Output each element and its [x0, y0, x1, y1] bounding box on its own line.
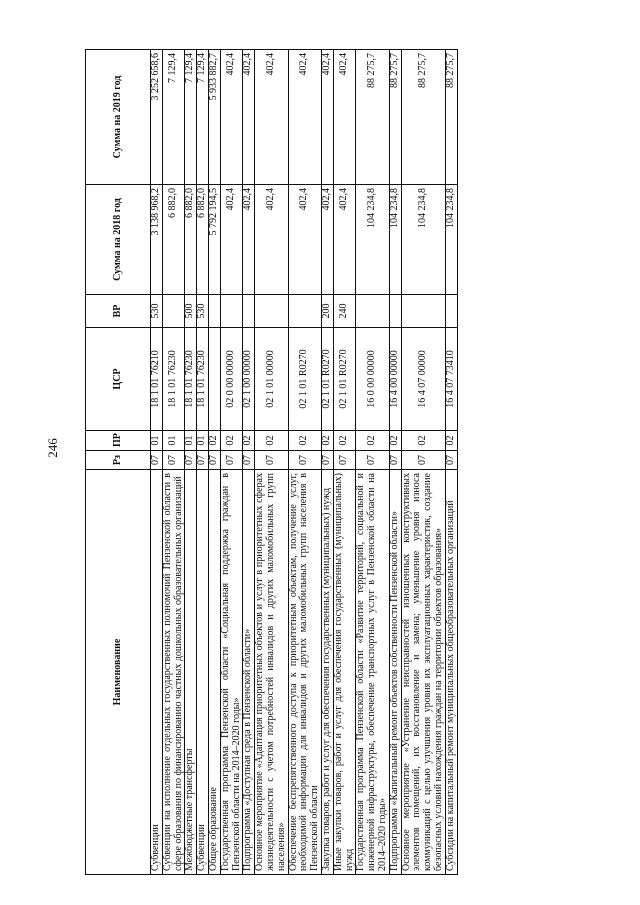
cell-rz: 07 — [151, 451, 163, 470]
cell-sum-2019: 5 933 882,7 — [208, 50, 220, 185]
cell-rz: 07 — [321, 451, 333, 470]
cell-sum-2019: 402,4 — [220, 50, 243, 185]
cell-rz: 07 — [243, 451, 255, 470]
cell-sum-2019: 402,4 — [288, 50, 321, 185]
cell-sum-2019: 402,4 — [243, 50, 255, 185]
cell-name: Обеспечение беспрепятственного доступа к приоритетным объектам, получение услуг, необходимой информации для инвалидов и других маломобильных групп населения в Пензенской области — [288, 470, 321, 875]
cell-pr: 02 — [243, 431, 255, 451]
cell-pr: 01 — [185, 431, 197, 451]
cell-csr: 02 1 01 R0270 — [288, 328, 321, 431]
cell-vr — [162, 295, 185, 328]
cell-rz: 07 — [255, 451, 288, 470]
rotated-page-content — [85, 50, 585, 875]
cell-sum-2019: 402,4 — [255, 50, 288, 185]
cell-name: Субсидии на капитальный ремонт муниципальных общеобразовательных организаций — [445, 470, 457, 875]
cell-csr — [208, 328, 220, 431]
table-row — [185, 50, 197, 875]
cell-vr — [208, 295, 220, 328]
table-row — [445, 50, 457, 875]
cell-sum-2018: 6 882,0 — [162, 185, 185, 295]
cell-csr: 16 4 07 73410 — [445, 328, 457, 431]
header-pr: ПР — [86, 431, 151, 451]
cell-pr: 02 — [321, 431, 333, 451]
table-row — [321, 50, 333, 875]
cell-rz: 07 — [389, 451, 401, 470]
cell-sum-2018: 402,4 — [220, 185, 243, 295]
table-row — [333, 50, 356, 875]
header-sum-2018: Сумма на 2018 год — [86, 185, 151, 295]
table-row — [208, 50, 220, 875]
cell-vr — [445, 295, 457, 328]
cell-rz: 07 — [445, 451, 457, 470]
table-row — [220, 50, 243, 875]
cell-vr: 530 — [151, 295, 163, 328]
table-row — [197, 50, 209, 875]
cell-sum-2018: 104 234,8 — [445, 185, 457, 295]
cell-vr — [389, 295, 401, 328]
cell-sum-2019: 402,4 — [333, 50, 356, 185]
cell-sum-2018: 6 882,0 — [197, 185, 209, 295]
header-csr: ЦСР — [86, 328, 151, 431]
cell-rz: 07 — [162, 451, 185, 470]
cell-vr — [243, 295, 255, 328]
cell-name: Основное мероприятие «Устранение неисправностей изношенных конструктивных элементов помещений, их восстановление и замена; уменьшение уровня износа коммуникаций с целью улучшения уровня их эксплуатационных характеристик, создание безопасных условий нахождения граждан на территории объектов образования» — [401, 470, 445, 875]
cell-csr: 02 1 01 00000 — [255, 328, 288, 431]
cell-rz: 07 — [185, 451, 197, 470]
cell-pr: 02 — [333, 431, 356, 451]
cell-csr: 18 1 01 76230 — [162, 328, 185, 431]
cell-name: Иные закупки товаров, работ и услуг для обеспечения государственных (муниципальных) нужд — [333, 470, 356, 875]
cell-pr: 01 — [197, 431, 209, 451]
cell-vr — [356, 295, 389, 328]
cell-sum-2018: 402,4 — [333, 185, 356, 295]
cell-name: Подпрограмма «Капитальный ремонт объектов собственности Пензенской области» — [389, 470, 401, 875]
cell-sum-2019: 7 129,4 — [162, 50, 185, 185]
cell-csr: 02 0 00 00000 — [220, 328, 243, 431]
cell-sum-2019: 88 275,7 — [356, 50, 389, 185]
cell-csr: 16 4 07 00000 — [401, 328, 445, 431]
cell-name: Межбюджетные трансферты — [185, 470, 197, 875]
cell-vr — [288, 295, 321, 328]
cell-vr — [220, 295, 243, 328]
cell-sum-2018: 402,4 — [288, 185, 321, 295]
cell-rz: 07 — [220, 451, 243, 470]
cell-csr: 18 1 01 76230 — [197, 328, 209, 431]
cell-name: Субвенции на исполнение отдельных государственных полномочий Пензенской области в сфере образования по финансированию частных дошкольных образовательных организаций — [162, 470, 185, 875]
cell-sum-2018: 402,4 — [321, 185, 333, 295]
cell-csr: 18 1 01 76210 — [151, 328, 163, 431]
cell-name: Субвенции — [197, 470, 209, 875]
cell-sum-2018: 402,4 — [255, 185, 288, 295]
cell-name: Подпрограмма «Доступная среда в Пензенской области» — [243, 470, 255, 875]
header-rz: Рз — [86, 451, 151, 470]
budget-table — [85, 49, 458, 875]
cell-rz: 07 — [288, 451, 321, 470]
cell-rz: 07 — [356, 451, 389, 470]
table-row — [288, 50, 321, 875]
cell-sum-2018: 104 234,8 — [389, 185, 401, 295]
cell-sum-2019: 3 252 658,6 — [151, 50, 163, 185]
cell-name: Субвенции — [151, 470, 163, 875]
cell-csr: 02 1 00 00000 — [243, 328, 255, 431]
cell-pr: 02 — [208, 431, 220, 451]
cell-sum-2018: 3 138 968,2 — [151, 185, 163, 295]
cell-pr: 02 — [389, 431, 401, 451]
cell-rz: 07 — [208, 451, 220, 470]
cell-name: Государственная программа Пензенской области «Развитие территорий, социальной и инженерной инфраструктуры, обеспечение транспортных услуг в Пензенской области на 2014–2020 годы» — [356, 470, 389, 875]
cell-pr: 01 — [162, 431, 185, 451]
cell-name: Государственная программа Пензенской области «Социальная поддержка граждан в Пензенской области на 2014–2020 годы» — [220, 470, 243, 875]
cell-vr: 240 — [333, 295, 356, 328]
cell-sum-2019: 88 275,7 — [401, 50, 445, 185]
cell-pr: 02 — [401, 431, 445, 451]
cell-sum-2019: 88 275,7 — [389, 50, 401, 185]
cell-pr: 02 — [445, 431, 457, 451]
header-vr: ВР — [86, 295, 151, 328]
table-body — [151, 50, 458, 875]
cell-vr — [255, 295, 288, 328]
table-row — [151, 50, 163, 875]
page-number: 246 — [45, 438, 60, 458]
cell-pr: 02 — [288, 431, 321, 451]
cell-pr: 02 — [255, 431, 288, 451]
cell-pr: 01 — [151, 431, 163, 451]
cell-pr: 02 — [220, 431, 243, 451]
table-row — [389, 50, 401, 875]
cell-name: Закупка товаров, работ и услуг для обеспечения государственных (муниципальных) нужд — [321, 470, 333, 875]
table-row — [356, 50, 389, 875]
cell-pr: 02 — [356, 431, 389, 451]
cell-sum-2018: 104 234,8 — [401, 185, 445, 295]
table-row — [401, 50, 445, 875]
cell-name: Общее образование — [208, 470, 220, 875]
table-header-row — [86, 50, 151, 875]
cell-sum-2019: 88 275,7 — [445, 50, 457, 185]
cell-sum-2018: 6 882,0 — [185, 185, 197, 295]
cell-vr: 200 — [321, 295, 333, 328]
cell-csr: 18 1 01 76230 — [185, 328, 197, 431]
table-row — [255, 50, 288, 875]
cell-csr: 02 1 01 R0270 — [333, 328, 356, 431]
cell-csr: 16 0 00 00000 — [356, 328, 389, 431]
cell-sum-2019: 7 129,4 — [197, 50, 209, 185]
header-sum-2019: Сумма на 2019 год — [86, 50, 151, 185]
cell-vr: 530 — [197, 295, 209, 328]
cell-csr: 16 4 00 00000 — [389, 328, 401, 431]
cell-sum-2018: 5 792 194,5 — [208, 185, 220, 295]
cell-vr — [401, 295, 445, 328]
header-name: Наименование — [86, 470, 151, 875]
cell-rz: 07 — [197, 451, 209, 470]
cell-sum-2019: 402,4 — [321, 50, 333, 185]
cell-vr: 500 — [185, 295, 197, 328]
cell-name: Основное мероприятие «Адаптация приоритетных объектов и услуг в приоритетных сферах жизнедеятельности с учетом потребностей инвалидов и других маломобильных групп населения» — [255, 470, 288, 875]
cell-rz: 07 — [401, 451, 445, 470]
cell-sum-2018: 104 234,8 — [356, 185, 389, 295]
table-row — [243, 50, 255, 875]
cell-sum-2018: 402,4 — [243, 185, 255, 295]
cell-sum-2019: 7 129,4 — [185, 50, 197, 185]
table-row — [162, 50, 185, 875]
cell-csr: 02 1 01 R0270 — [321, 328, 333, 431]
cell-rz: 07 — [333, 451, 356, 470]
